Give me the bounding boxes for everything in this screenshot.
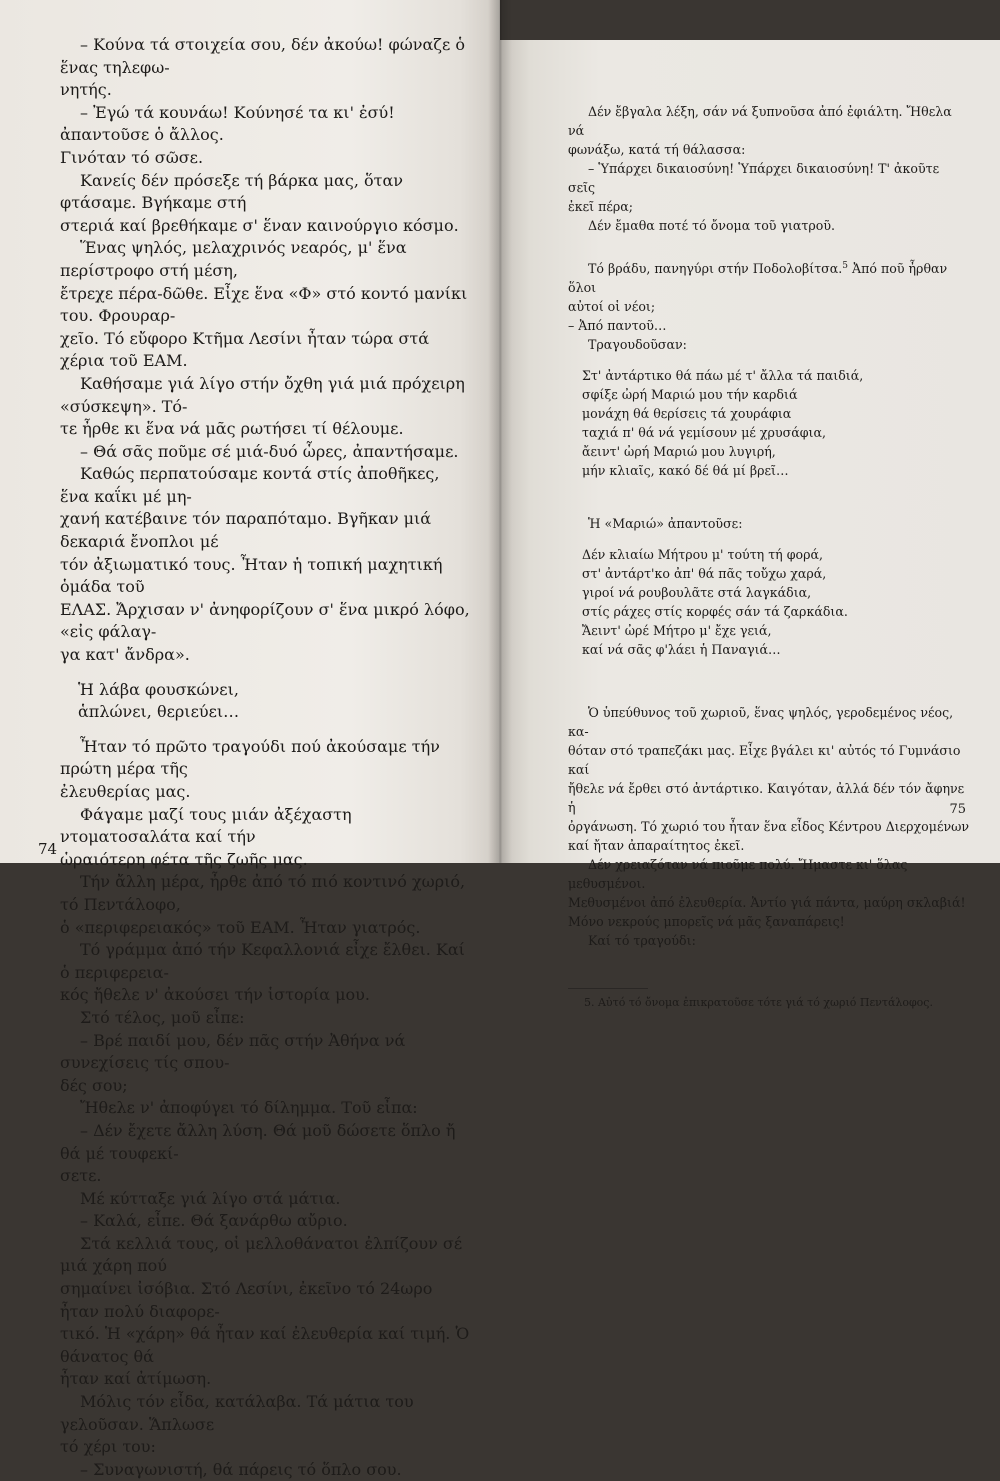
text-line: Κανείς δέν πρόσεξε τή βάρκα μας, ὅταν φτάσαμε. Βγήκαμε στή: [60, 170, 404, 213]
text-line: Γινόταν τό σῶσε.: [60, 147, 204, 167]
verse-line: καί νά σᾶς φ'λάει ἡ Παναγιά…: [582, 642, 781, 658]
verse-line: Ἄειντ' ὠρέ Μήτρο μ' ἔχε γειά,: [582, 623, 772, 639]
text-line: τικό. Ἡ «χάρη» θά ἦταν καί ἐλευθερία καί τιμή. Ὁ θάνατος θά: [60, 1324, 470, 1366]
text-line: χανή κατέβαινε τόν παραπόταμο. Βγῆκαν μιά δεκαριά ἔνοπλοι μέ: [60, 509, 432, 552]
text-line: – Δέν ἔχετε ἄλλη λύση. Θά μοῦ δώσετε ὅπλο ἤ θά μέ τουφεκί-: [60, 1120, 456, 1163]
text-line: Δέν ἔβγαλα λέξη, σάν νά ξυπνοῦσα ἀπό ἐφιάλτη. Ἤθελα νά: [568, 104, 952, 138]
text-line: γα κατ' ἄνδρα».: [60, 645, 190, 665]
verse-line: ἁπλώνει, θεριεύει…: [78, 702, 240, 722]
text-line: νητής.: [60, 80, 112, 100]
text-line: καί ἤταν ἀπαραίτητος ἐκεῖ.: [568, 838, 745, 854]
text-line: Στό τέλος, μοῦ εἶπε:: [80, 1007, 245, 1027]
text-span: Ἀπό ποῦ ἦρθαν ὅλοι: [568, 261, 948, 296]
text-line: Μόλις τόν εἶδα, κατάλαβα. Τά μάτια του γελοῦσαν. Ἅπλωσε: [60, 1392, 414, 1434]
text-line: Στά κελλιά τους, οἱ μελλοθάνατοι ἐλπίζουν σέ μιά χάρη πού: [60, 1233, 463, 1276]
text-line: Ἦταν τό πρῶτο τραγούδι πού ἀκούσαμε τήν πρώτη μέρα τῆς: [60, 736, 440, 779]
text-line: Μεθυσμένοι ἀπό ἐλευθερία. Ἀντίο γιά πάντα, μαύρη σκλαβιά!: [568, 895, 966, 911]
text-line: Ἡ «Μαριώ» ἀπαντοῦσε:: [588, 516, 743, 532]
text-line: ἐλευθερίας μας.: [60, 782, 191, 801]
text-line: τό χέρι του:: [60, 1437, 156, 1457]
text-line: – Ὑπάρχει δικαιοσύνη! Ὑπάρχει δικαιοσύνη! Τ' ἀκοῦτε σεῖς: [568, 161, 940, 195]
verse-line: μήν κλιαῖς, κακό δέ θά μί βρεῖ…: [582, 463, 789, 479]
song-verse: [568, 545, 970, 659]
text-line: – Βρέ παιδί μου, δέν πᾶς στήν Ἀθήνα νά συνεχίσεις τίς σπου-: [60, 1030, 406, 1073]
text-line: σετε.: [60, 1166, 102, 1186]
text-line: τόν ἀξιωματικό τους. Ἦταν ἡ τοπική μαχητική ὁμάδα τοῦ: [60, 554, 443, 597]
text-line: κός ἤθελε ν' ἀκούσει τήν ἱστορία μου.: [60, 985, 370, 1005]
text-line: Ὁ ὑπεύθυνος τοῦ χωριοῦ, ἕνας ψηλός, γεροδεμένος νέος, κα-: [568, 705, 954, 740]
text-line: φωνάξω, κατά τή θάλασσα:: [568, 142, 746, 157]
text-line: σημαίνει ἰσόβια. Στό Λεσίνι, ἐκεῖνο τό 24ωρο ἦταν πολύ διαφορε-: [60, 1279, 433, 1321]
song-verse: [60, 679, 472, 724]
verse-line: Ἡ λάβα φουσκώνει,: [78, 679, 239, 699]
text-line: ἔτρεχε πέρα-δῶθε. Εἶχε ἕνα «Φ» στό κοντό μανίκι του. Φρουραρ-: [60, 283, 468, 326]
footnote-ref: 5: [842, 261, 849, 271]
page-number: 74: [38, 840, 58, 859]
text-line: Καθώς περπατούσαμε κοντά στίς ἀποθῆκες, ἕνα καΐκι μέ μη-: [60, 464, 440, 506]
text-line: χεῖο. Τό εὔφορο Κτῆμα Λεσίνι ἦταν τώρα στά χέρια τοῦ ΕΑΜ.: [60, 328, 430, 371]
text-line: – Θά σᾶς ποῦμε σέ μιά-δυό ὧρες, ἀπαντήσαμε.: [80, 441, 459, 461]
text-line: ἐκεῖ πέρα;: [568, 199, 634, 214]
text-line: – Κούνα τά στοιχεία σου, δέν ἀκούω! φώναζε ὁ ἕνας τηλεφω-: [60, 35, 465, 77]
text-line: Καθήσαμε γιά λίγο στήν ὄχθη γιά μιά πρόχειρη «σύσκεψη». Τό-: [60, 373, 465, 416]
left-page: [0, 0, 500, 1479]
verse-line: σφίξε ὠρή Μαριώ μου τήν καρδιά: [582, 387, 798, 403]
text-line: δές σου;: [60, 1075, 128, 1095]
verse-line: μονάχη θά θερίσεις τά χουράφια: [582, 406, 792, 422]
text-line: Μέ κύτταξε γιά λίγο στά μάτια.: [80, 1188, 341, 1208]
text-line: Δέν χρειαζόταν νά πιοῦμε πολύ. Ἤμαστε κι' ὅλας μεθυσμένοι.: [568, 857, 908, 892]
text-line: ὡραιότερη φέτα τῆς ζωῆς μας.: [60, 849, 308, 869]
song-verse: [568, 366, 970, 480]
text-line: Τραγουδοῦσαν:: [588, 337, 687, 353]
verse-line: στίς ράχες στίς κορφές σάν τά ζαρκάδια.: [582, 604, 848, 620]
text-line: Δέν ἔμαθα ποτέ τό ὄνομα τοῦ γιατροῦ.: [588, 218, 836, 233]
text-line: ἦταν καί ἀτίμωση.: [60, 1369, 212, 1389]
right-page: [500, 40, 1000, 1010]
verse-line: ἄειντ' ὠρή Μαριώ μου λυγιρή,: [582, 444, 776, 460]
verse-line: στ' ἀντάρτ'κο ἀπ' θά πᾶς τοὔχω χαρά,: [582, 566, 827, 582]
footnote-divider: [568, 988, 648, 989]
verse-line: Δέν κλιαίω Μήτρου μ' τούτη τή φορά,: [582, 547, 824, 563]
text-line: ἤθελε νά ἔρθει στό ἀντάρτικο. Καιγόταν, ἀλλά δέν τόν ἄφηνε ἡ: [568, 781, 965, 816]
verse-line: ταχιά π' θά νά γεμίσουν μέ χρυσάφια,: [582, 425, 826, 441]
text-line: – Καλά, εἶπε. Θά ξανάρθω αὔριο.: [80, 1211, 348, 1231]
text-line: Τήν ἄλλη μέρα, ἦρθε ἀπό τό πιό κοντινό χωριό, τό Πεντάλοφο,: [60, 872, 466, 914]
text-line: [568, 257, 970, 297]
text-line: στεριά καί βρεθήκαμε σ' ἕναν καινούργιο κόσμο.: [60, 215, 459, 235]
text-line: Μόνο νεκρούς μπορεῖς νά μᾶς ξαναπάρεις!: [568, 914, 845, 930]
verse-line: Στ' ἀντάρτικο θά πάω μέ τ' ἄλλα τά παιδιά,: [582, 368, 864, 384]
text-line: Καί τό τραγούδι:: [588, 933, 696, 949]
text-line: Ἕνας ψηλός, μελαχρινός νεαρός, μ' ἕνα περίστροφο στή μέση,: [60, 238, 407, 280]
footnote: 5. Αὐτό τό ὄνομα ἐπικρατοῦσε τότε γιά τό χωριό Πεντάλοφος.: [584, 996, 933, 1010]
text-line: τε ἦρθε κι ἕνα νά μᾶς ρωτήσει τί θέλουμε.: [60, 419, 404, 439]
text-line: – Συναγωνιστή, θά πάρεις τό ὅπλο σου.: [80, 1459, 402, 1479]
text-line: αὐτοί οἱ νέοι;: [568, 299, 656, 315]
verse-line: γιροί νά ρουβουλᾶτε στά λαγκάδια,: [582, 585, 812, 601]
text-line: Ἤθελε ν' ἀποφύγει τό δίλημμα. Τοῦ εἶπα:: [80, 1098, 418, 1118]
text-line: ὁ «περιφερειακός» τοῦ ΕΑΜ. Ἦταν γιατρός.: [60, 917, 421, 937]
text-line: – Ἐγώ τά κουνάω! Κούνησέ τα κι' ἐσύ! ἀπαντοῦσε ὁ ἄλλος.: [60, 102, 395, 145]
text-span: Τό βράδυ, πανηγύρι στήν Ποδολοβίτσα.: [588, 261, 843, 277]
page-number: 75: [949, 802, 966, 817]
text-line: θόταν στό τραπεζάκι μας. Εἶχε βγάλει κι' αὐτός τό Γυμνάσιο καί: [568, 743, 961, 778]
text-line: – Ἀπό παντοῦ…: [568, 318, 667, 334]
text-line: ΕΛΑΣ. Ἄρχισαν ν' ἀνηφορίζουν σ' ἕνα μικρό λόφο, «εἰς φάλαγ-: [60, 599, 470, 642]
text-line: Τό γράμμα ἀπό τήν Κεφαλλονιά εἶχε ἔλθει. Καί ὁ περιφερεια-: [60, 940, 465, 982]
text-line: Φάγαμε μαζί τους μιάν ἀξέχαστη ντοματοσαλάτα καί τήν: [60, 804, 352, 847]
text-line: ὀργάνωση. Τό χωριό του ἦταν ἕνα εἶδος Κέντρου Διερχομένων: [568, 819, 970, 835]
